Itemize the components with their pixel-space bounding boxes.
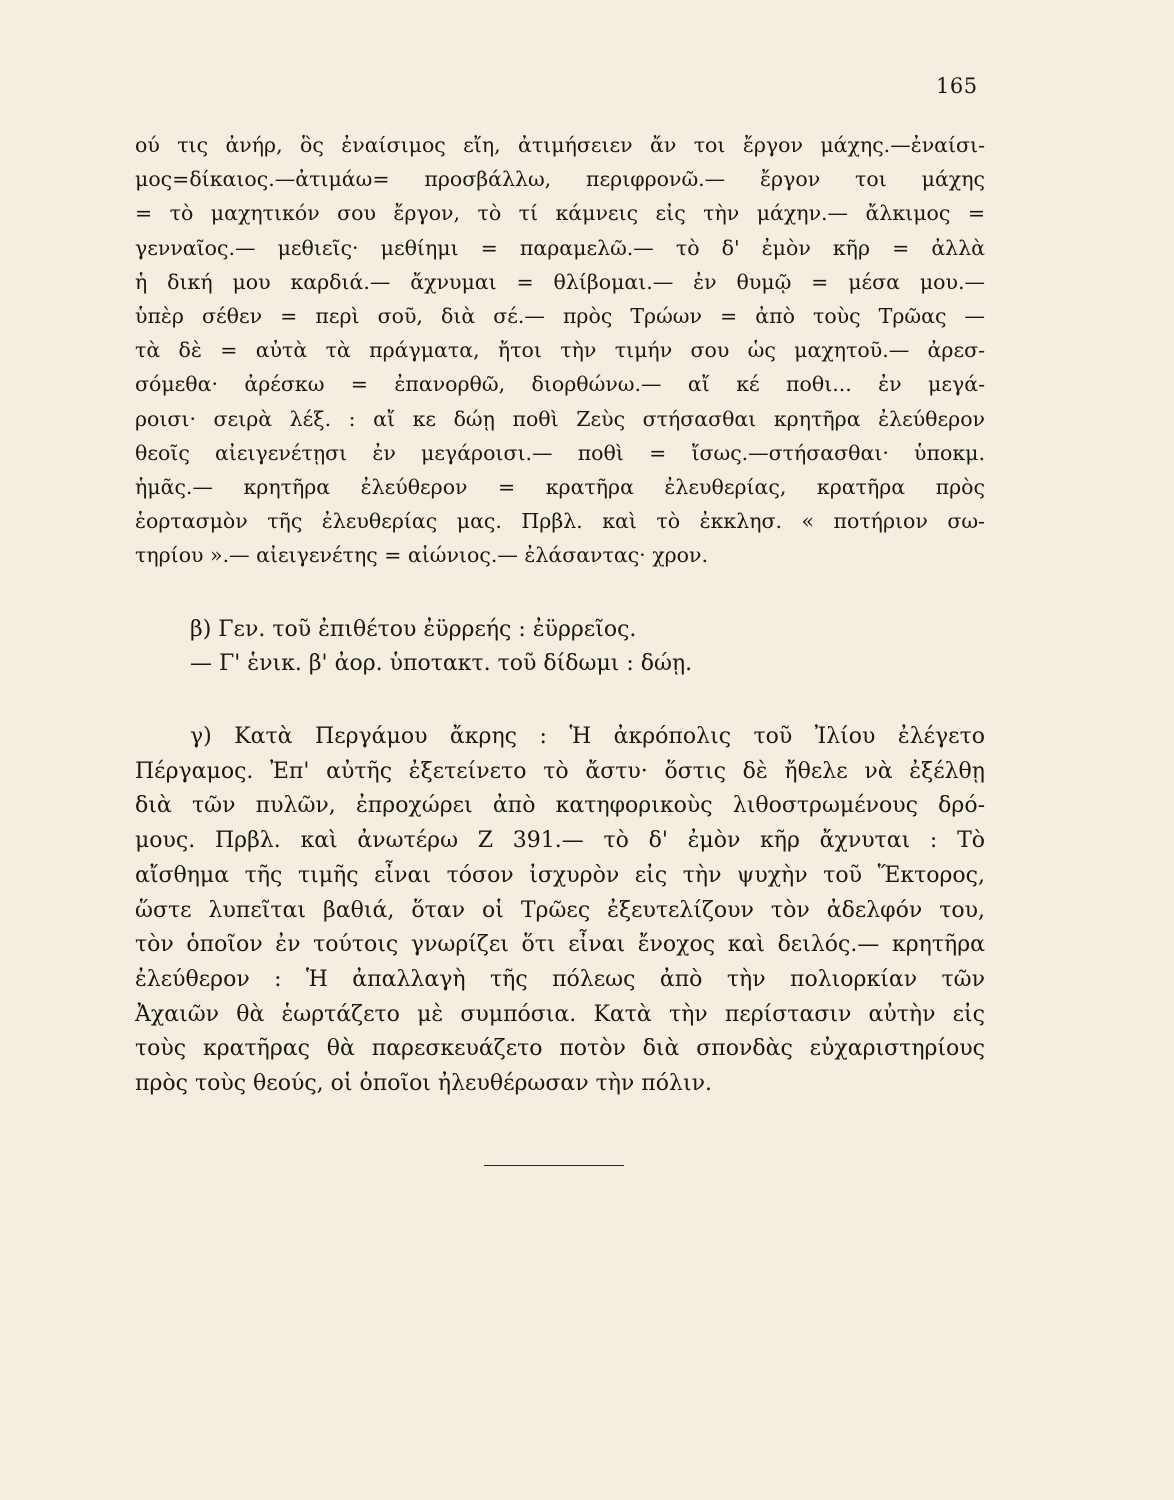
text-line: σόμεθα· ἀρέσκω = ἐπανορθῶ, διορθώνω.— αἴ κέ ποθι... ἐν μεγά- bbox=[135, 372, 985, 397]
text-line: — Γ' ἑνικ. β' ἀορ. ὑποτακτ. τοῦ δίδωμι : δώῃ. bbox=[190, 651, 693, 677]
text-line: ὥστε λυπεῖται βαθιά, ὅταν οἱ Τρῶες ἐξευτελίζουν τὸν ἀδελφόν του, bbox=[135, 897, 985, 923]
text-line: αἴσθημα τῆς τιμῆς εἶναι τόσον ἰσχυρὸν εἰς τὴν ψυχὴν τοῦ Ἕκτορος, bbox=[135, 862, 985, 888]
text-line: πρὸς τοὺς θεούς, οἱ ὁποῖοι ἠλευθέρωσαν τὴν πόλιν. bbox=[135, 1071, 712, 1097]
text-line: β) Γεν. τοῦ ἐπιθέτου ἐϋρρεής : ἐϋρρεῖος. bbox=[190, 616, 637, 642]
text-line: ἐλεύθερον : Ἡ ἀπαλλαγὴ τῆς πόλεως ἀπὸ τὴν πολιορκίαν τῶν bbox=[135, 966, 985, 992]
text-line: τὰ δὲ = αὐτὰ τὰ πράγματα, ἤτοι τὴν τιμήν σου ὡς μαχητοῦ.— ἀρεσ- bbox=[135, 338, 985, 363]
text-line: Πέργαμος. Ἐπ' αὐτῆς ἐξετείνετο τὸ ἄστυ· ὅστις δὲ ἤθελε νὰ ἐξέλθῃ bbox=[135, 758, 985, 784]
section-gamma bbox=[135, 720, 985, 1102]
text-line: ἡ δική μου καρδιά.— ἄχνυμαι = θλίβομαι.— ἐν θυμῷ = μέσα μου.— bbox=[135, 269, 985, 294]
text-line: ού τις ἀνήρ, ὃς ἐναίσιμος εἴη, ἀτιμήσειεν ἄν τοι ἔργον μάχης.—ἐναίσι- bbox=[135, 133, 985, 157]
text-line: διὰ τῶν πυλῶν, ἐπροχώρει ἀπὸ κατηφορικοὺς λιθοστρωμένους δρό- bbox=[135, 793, 985, 819]
text-line: Ἀχαιῶν θὰ ἑωρτάζετο μὲ συμπόσια. Κατὰ τὴν περίστασιν αὐτὴν εἰς bbox=[135, 1001, 985, 1027]
section-beta bbox=[135, 613, 985, 682]
text-line: ὑπὲρ σέθεν = περὶ σοῦ, διὰ σέ.— πρὸς Τρώων = ἀπὸ τοὺς Τρῶας — bbox=[135, 304, 985, 329]
text-line: μους. Πρβλ. καὶ ἀνωτέρω Ζ 391.— τὸ δ' ἐμὸν κῆρ ἄχνυται : Τὸ bbox=[135, 828, 985, 854]
text-line: γ) Κατὰ Περγάμου ἄκρης : Ἡ ἀκρόπολις τοῦ Ἰλίου ἐλέγετο bbox=[190, 724, 985, 750]
commentary-text bbox=[135, 128, 985, 1102]
section-alpha bbox=[135, 128, 985, 573]
text-line: θεοῖς αἰειγενέτῃσι ἐν μεγάροισι.— ποθὶ = ἴσως.—στήσασθαι· ὑποκμ. bbox=[135, 440, 985, 465]
text-line: γενναῖος.— μεθιεῖς· μεθίημι = παραμελῶ.— τὸ δ' ἐμὸν κῆρ = ἀλλὰ bbox=[135, 235, 985, 260]
text-line: = τὸ μαχητικόν σου ἔργον, τὸ τί κάμνεις εἰς τὴν μάχην.— ἄλκιμος = bbox=[135, 201, 985, 226]
text-line: ροισι· σειρὰ λέξ. : αἴ κε δώῃ ποθὶ Ζεὺς στήσασθαι κρητῆρα ἐλεύθερον bbox=[135, 406, 985, 431]
text-line: μος=δίκαιος.—ἀτιμάω= προσβάλλω, περιφρονῶ.— ἔργον τοι μάχης bbox=[135, 167, 985, 192]
text-line: τηρίου ».— αἰειγενέτης = αἰώνιος.— ἐλάσαντας· χρον. bbox=[135, 543, 708, 568]
page-number: 165 bbox=[936, 74, 978, 98]
end-rule-divider bbox=[484, 1165, 624, 1166]
text-line: ἑορτασμὸν τῆς ἐλευθερίας μας. Πρβλ. καὶ τὸ ἐκκλησ. « ποτήριον σω- bbox=[135, 509, 985, 534]
text-line: ἡμᾶς.— κρητῆρα ἐλεύθερον = κρατῆρα ἐλευθερίας, κρατῆρα πρὸς bbox=[135, 475, 985, 500]
text-line: τοὺς κρατῆρας θὰ παρεσκευάζετο ποτὸν διὰ σπονδὰς εὐχαριστηρίους bbox=[135, 1036, 985, 1062]
text-line: τὸν ὁποῖον ἐν τούτοις γνωρίζει ὅτι εἶναι ἔνοχος καὶ δειλός.— κρητῆρα bbox=[135, 932, 985, 958]
